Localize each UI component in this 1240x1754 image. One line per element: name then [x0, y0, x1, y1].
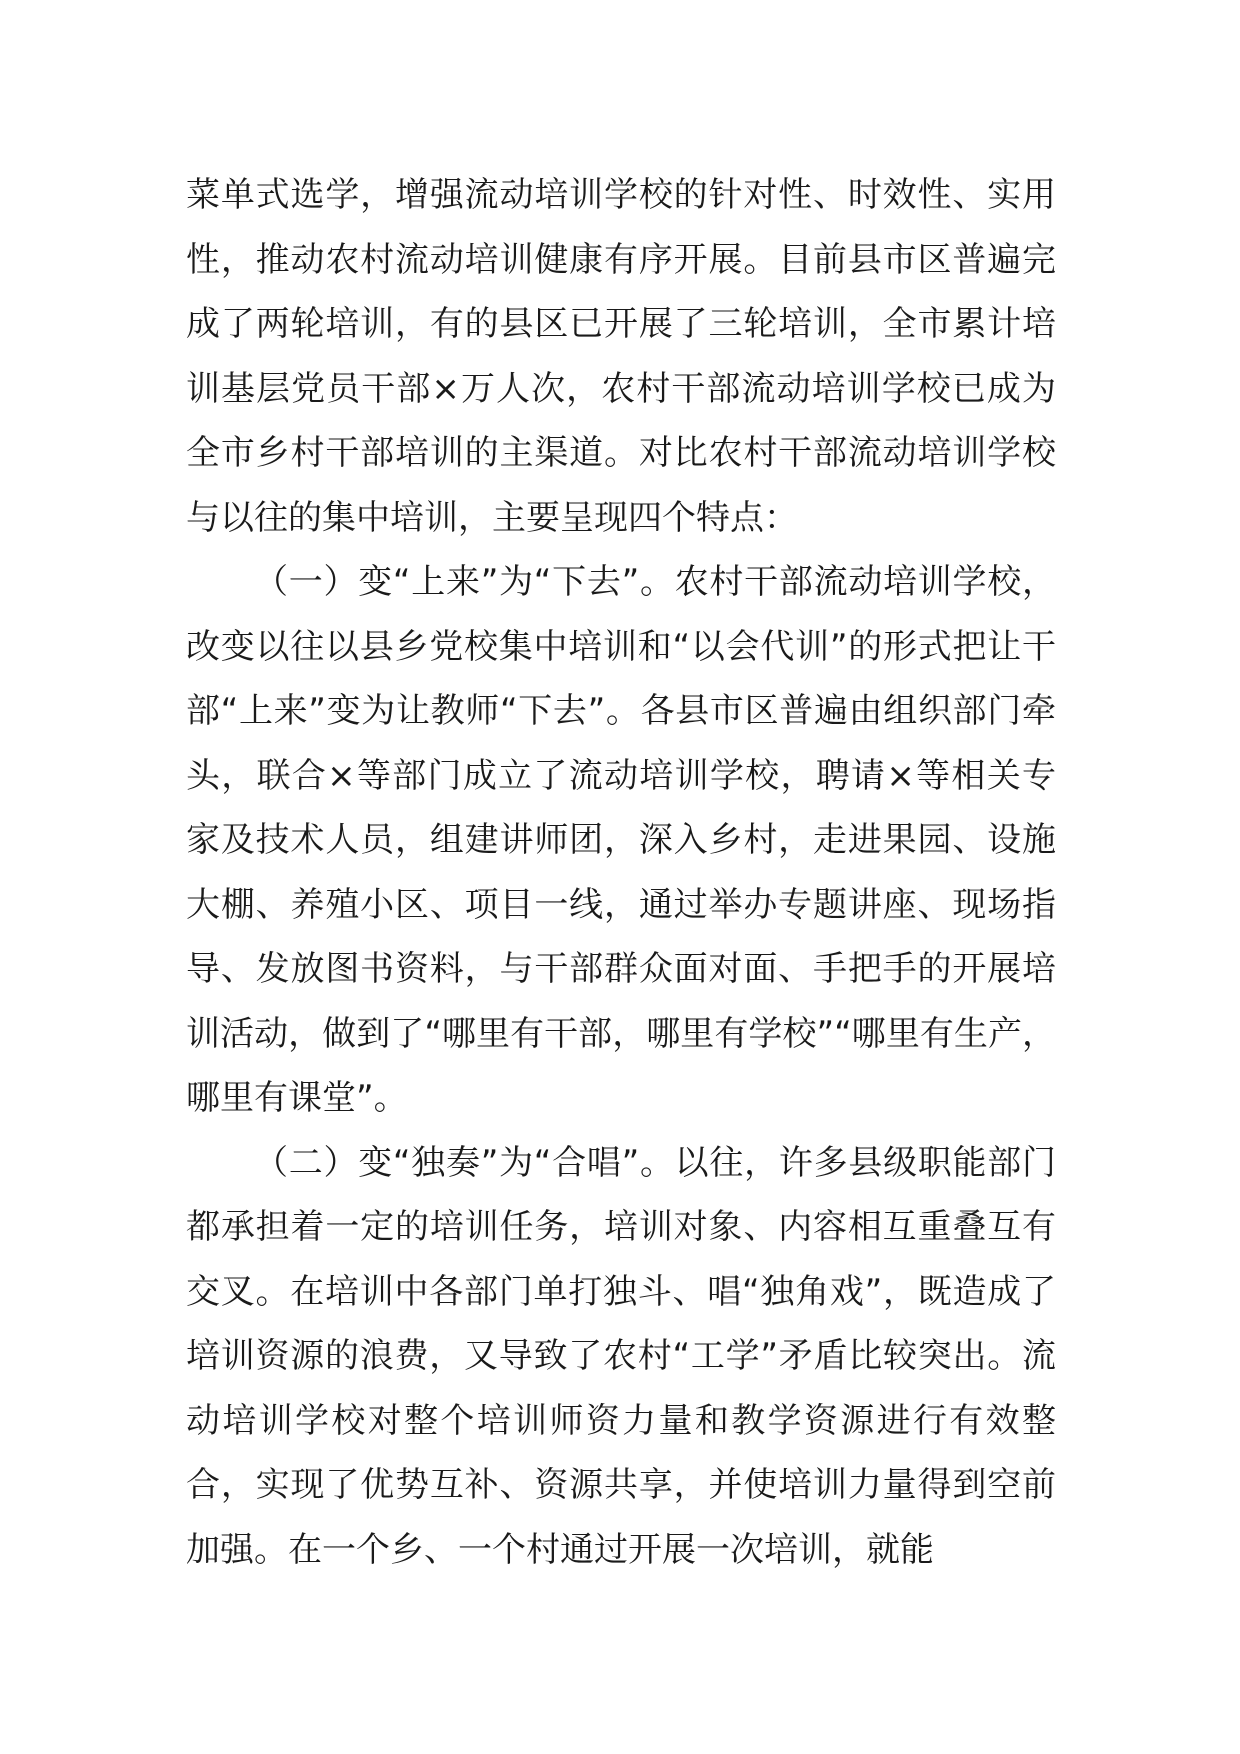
body-text [186, 163, 1056, 1582]
paragraph-intro: 菜单式选学，增强流动培训学校的针对性、时效性、实用性，推动农村流动培训健康有序开展。目前县市区普遍完成了两轮培训，有的县区已开展了三轮培训，全市累计培训基层党员干部×万人次，农村干部流动培训学校已成为全市乡村干部培训的主渠道。对比农村干部流动培训学校与以往的集中培训，主要呈现四个特点： [186, 175, 1056, 538]
paragraph-point-one: （一）变“上来”为“下去”。农村干部流动培训学校，改变以往以县乡党校集中培训和“以会代训”的形式把让干部“上来”变为让教师“下去”。各县市区普遍由组织部门牵头，联合×等部门成立了流动培训学校，聘请×等相关专家及技术人员，组建讲师团，深入乡村，走进果园、设施大棚、养殖小区、项目一线，通过举办专题讲座、现场指导、发放图书资料，与干部群众面对面、手把手的开展培训活动，做到了“哪里有干部，哪里有学校”“哪里有生产，哪里有课堂”。 [186, 562, 1056, 1118]
paragraph-point-two: （二）变“独奏”为“合唱”。以往，许多县级职能部门都承担着一定的培训任务，培训对象、内容相互重叠互有交叉。在培训中各部门单打独斗、唱“独角戏”，既造成了培训资源的浪费，又导致了农村“工学”矛盾比较突出。流动培训学校对整个培训师资力量和教学资源进行有效整合，实现了优势互补、资源共享，并使培训力量得到空前加强。在一个乡、一个村通过开展一次培训，就能 [186, 1142, 1056, 1570]
